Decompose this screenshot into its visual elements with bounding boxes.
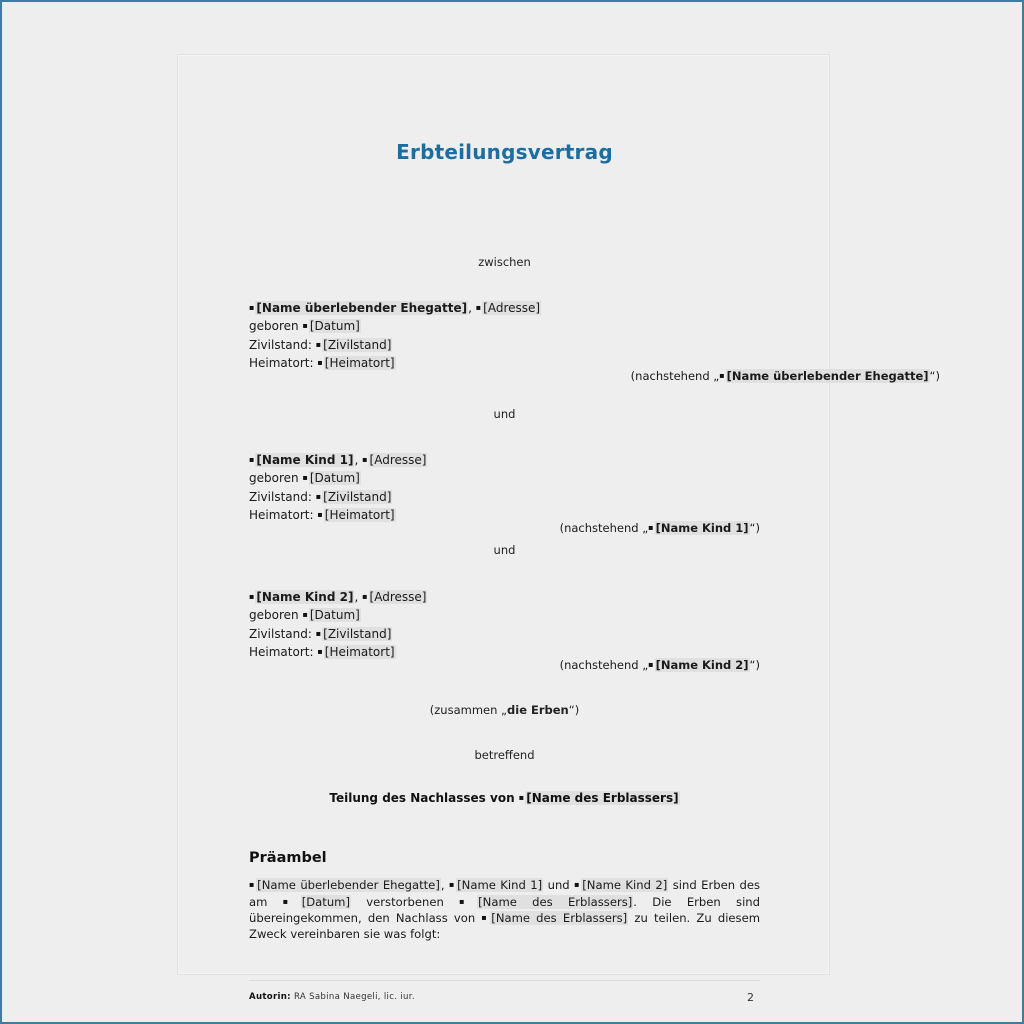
preamble-text-2: und — [543, 878, 575, 892]
field-preamble-spouse[interactable]: [Name überlebender Ehegatte] — [257, 878, 440, 892]
subject-prefix: Teilung des Nachlasses von — [329, 791, 519, 805]
field-marker-icon: ▪ — [362, 455, 368, 464]
origin-label: Heimatort: — [249, 644, 314, 659]
preamble-paragraph — [249, 877, 760, 942]
preamble-text-3: sind Erben des am — [249, 878, 761, 909]
party-born-line — [249, 606, 760, 624]
field-address-child-1[interactable]: [Adresse] — [369, 453, 427, 467]
party-comma: , — [468, 301, 472, 315]
field-preamble-child-2[interactable]: [Name Kind 2] — [582, 878, 668, 892]
field-address-child-2[interactable]: [Adresse] — [369, 590, 427, 604]
hereinafter-child-2 — [249, 657, 760, 674]
collective-suffix: “) — [568, 703, 580, 717]
intro-label: zwischen — [478, 255, 531, 269]
field-preamble-decedent-2[interactable]: [Name des Erblassers] — [491, 911, 628, 926]
footer-author-label: Autorin: — [249, 992, 291, 1002]
party-civilstatus-line — [249, 336, 760, 354]
hereinafter-suffix: “) — [749, 658, 760, 672]
footer-author-name: RA Sabina Naegeli, lic. iur. — [293, 992, 415, 1002]
field-marker-icon: ▪ — [362, 592, 368, 601]
hereinafter-prefix: (nachstehend „ — [559, 521, 649, 535]
field-preamble-child-1[interactable]: [Name Kind 1] — [457, 878, 543, 892]
born-label: geboren — [249, 608, 299, 623]
field-marker-icon: ▪ — [249, 880, 256, 889]
preamble-text-6: zu teilen. Zu diesem Zweck vereinbaren sie was folgt: — [249, 911, 761, 941]
field-marker-icon: ▪ — [475, 303, 482, 312]
party-name-line — [249, 299, 760, 317]
field-hereinafter-child-2[interactable]: [Name Kind 2] — [655, 658, 749, 672]
field-marker-icon: ▪ — [448, 880, 456, 889]
field-origin-child-1[interactable]: [Heimatort] — [324, 507, 395, 522]
field-marker-icon: ▪ — [719, 371, 725, 380]
conjunction-1: und — [493, 407, 516, 421]
field-marker-icon: ▪ — [317, 357, 323, 367]
field-origin-spouse[interactable]: [Heimatort] — [324, 355, 395, 370]
document-content-column — [249, 55, 940, 1004]
born-label: geboren — [249, 319, 299, 334]
page-number-value: 2 — [747, 991, 754, 1004]
collective-prefix: (zusammen „ — [429, 703, 508, 717]
field-born-child-2[interactable]: [Datum] — [309, 608, 360, 623]
conjunction-2: und — [493, 543, 516, 557]
civil-status-label: Zivilstand: — [249, 337, 312, 352]
field-marker-icon: ▪ — [282, 896, 300, 906]
party-name-line — [249, 588, 760, 606]
field-civilstatus-child-1[interactable]: [Zivilstand] — [323, 489, 392, 504]
party-civilstatus-line — [249, 488, 760, 506]
document-page — [177, 54, 940, 1004]
footer-divider — [249, 980, 760, 981]
field-marker-icon: ▪ — [317, 509, 323, 519]
field-origin-child-2[interactable]: [Heimatort] — [324, 644, 395, 659]
field-hereinafter-child-1[interactable]: [Name Kind 1] — [655, 521, 749, 535]
field-marker-icon: ▪ — [315, 628, 322, 638]
hereinafter-suffix: “) — [749, 521, 760, 535]
field-civilstatus-spouse[interactable]: [Zivilstand] — [323, 337, 392, 352]
field-marker-icon: ▪ — [302, 610, 308, 620]
party-comma: , — [354, 453, 359, 467]
civil-status-label: Zivilstand: — [249, 489, 312, 504]
field-preamble-decedent-1[interactable]: [Name des Erblassers] — [478, 894, 633, 909]
field-marker-icon: ▪ — [315, 491, 322, 501]
section-heading-praeambel: Präambel — [249, 850, 327, 866]
field-marker-icon: ▪ — [317, 646, 323, 656]
field-marker-icon: ▪ — [302, 321, 308, 331]
field-marker-icon: ▪ — [249, 303, 255, 312]
betreffend-label: betreffend — [474, 748, 535, 762]
origin-label: Heimatort: — [249, 507, 314, 522]
field-marker-icon: ▪ — [249, 592, 255, 601]
field-marker-icon: ▪ — [315, 339, 322, 349]
field-address-spouse[interactable]: [Adresse] — [483, 301, 541, 315]
party-block-child-2 — [249, 588, 760, 661]
field-marker-icon: ▪ — [574, 880, 581, 889]
hereinafter-child-1 — [249, 520, 760, 537]
field-marker-icon: ▪ — [459, 896, 477, 906]
civil-status-label: Zivilstand: — [249, 626, 312, 641]
field-marker-icon: ▪ — [481, 913, 490, 923]
preamble-text-5: . Die Erben sind übereingekommen, den Nachlass von — [249, 894, 761, 926]
field-marker-icon: ▪ — [302, 473, 308, 483]
preamble-text-1: , — [440, 878, 449, 892]
field-civilstatus-child-2[interactable]: [Zivilstand] — [323, 626, 392, 641]
origin-label: Heimatort: — [249, 355, 314, 370]
party-comma: , — [354, 590, 359, 604]
party-born-line — [249, 469, 760, 487]
field-marker-icon: ▪ — [648, 523, 654, 532]
contract-subject-line — [249, 791, 760, 805]
field-decedent-name[interactable]: [Name des Erblassers] — [526, 791, 679, 805]
field-marker-icon: ▪ — [249, 455, 255, 464]
field-marker-icon: ▪ — [518, 793, 525, 802]
hereinafter-prefix: (nachstehend „ — [630, 369, 720, 383]
collective-term-line — [249, 703, 760, 717]
born-label: geboren — [249, 471, 299, 486]
field-born-child-1[interactable]: [Datum] — [309, 471, 360, 486]
field-name-child-1[interactable]: [Name Kind 1] — [256, 453, 354, 467]
field-marker-icon: ▪ — [648, 660, 654, 669]
field-name-child-2[interactable]: [Name Kind 2] — [256, 590, 354, 604]
page-title: Erbteilungsvertrag — [396, 140, 613, 164]
field-hereinafter-spouse[interactable]: [Name überlebender Ehegatte] — [726, 369, 929, 383]
party-block-spouse — [249, 299, 760, 372]
preamble-text-4: verstorbenen — [351, 894, 460, 909]
collective-term: die Erben — [507, 703, 569, 717]
field-born-spouse[interactable]: [Datum] — [309, 319, 360, 334]
party-born-line — [249, 317, 760, 335]
party-name-line — [249, 451, 760, 469]
party-civilstatus-line — [249, 625, 760, 643]
hereinafter-spouse — [249, 368, 940, 385]
field-name-spouse[interactable]: [Name überlebender Ehegatte] — [256, 301, 468, 315]
field-preamble-date[interactable]: [Datum] — [301, 894, 350, 909]
party-block-child-1 — [249, 451, 760, 524]
footer-page-number — [249, 991, 760, 1004]
hereinafter-prefix: (nachstehend „ — [559, 658, 649, 672]
hereinafter-suffix: “) — [929, 369, 940, 383]
